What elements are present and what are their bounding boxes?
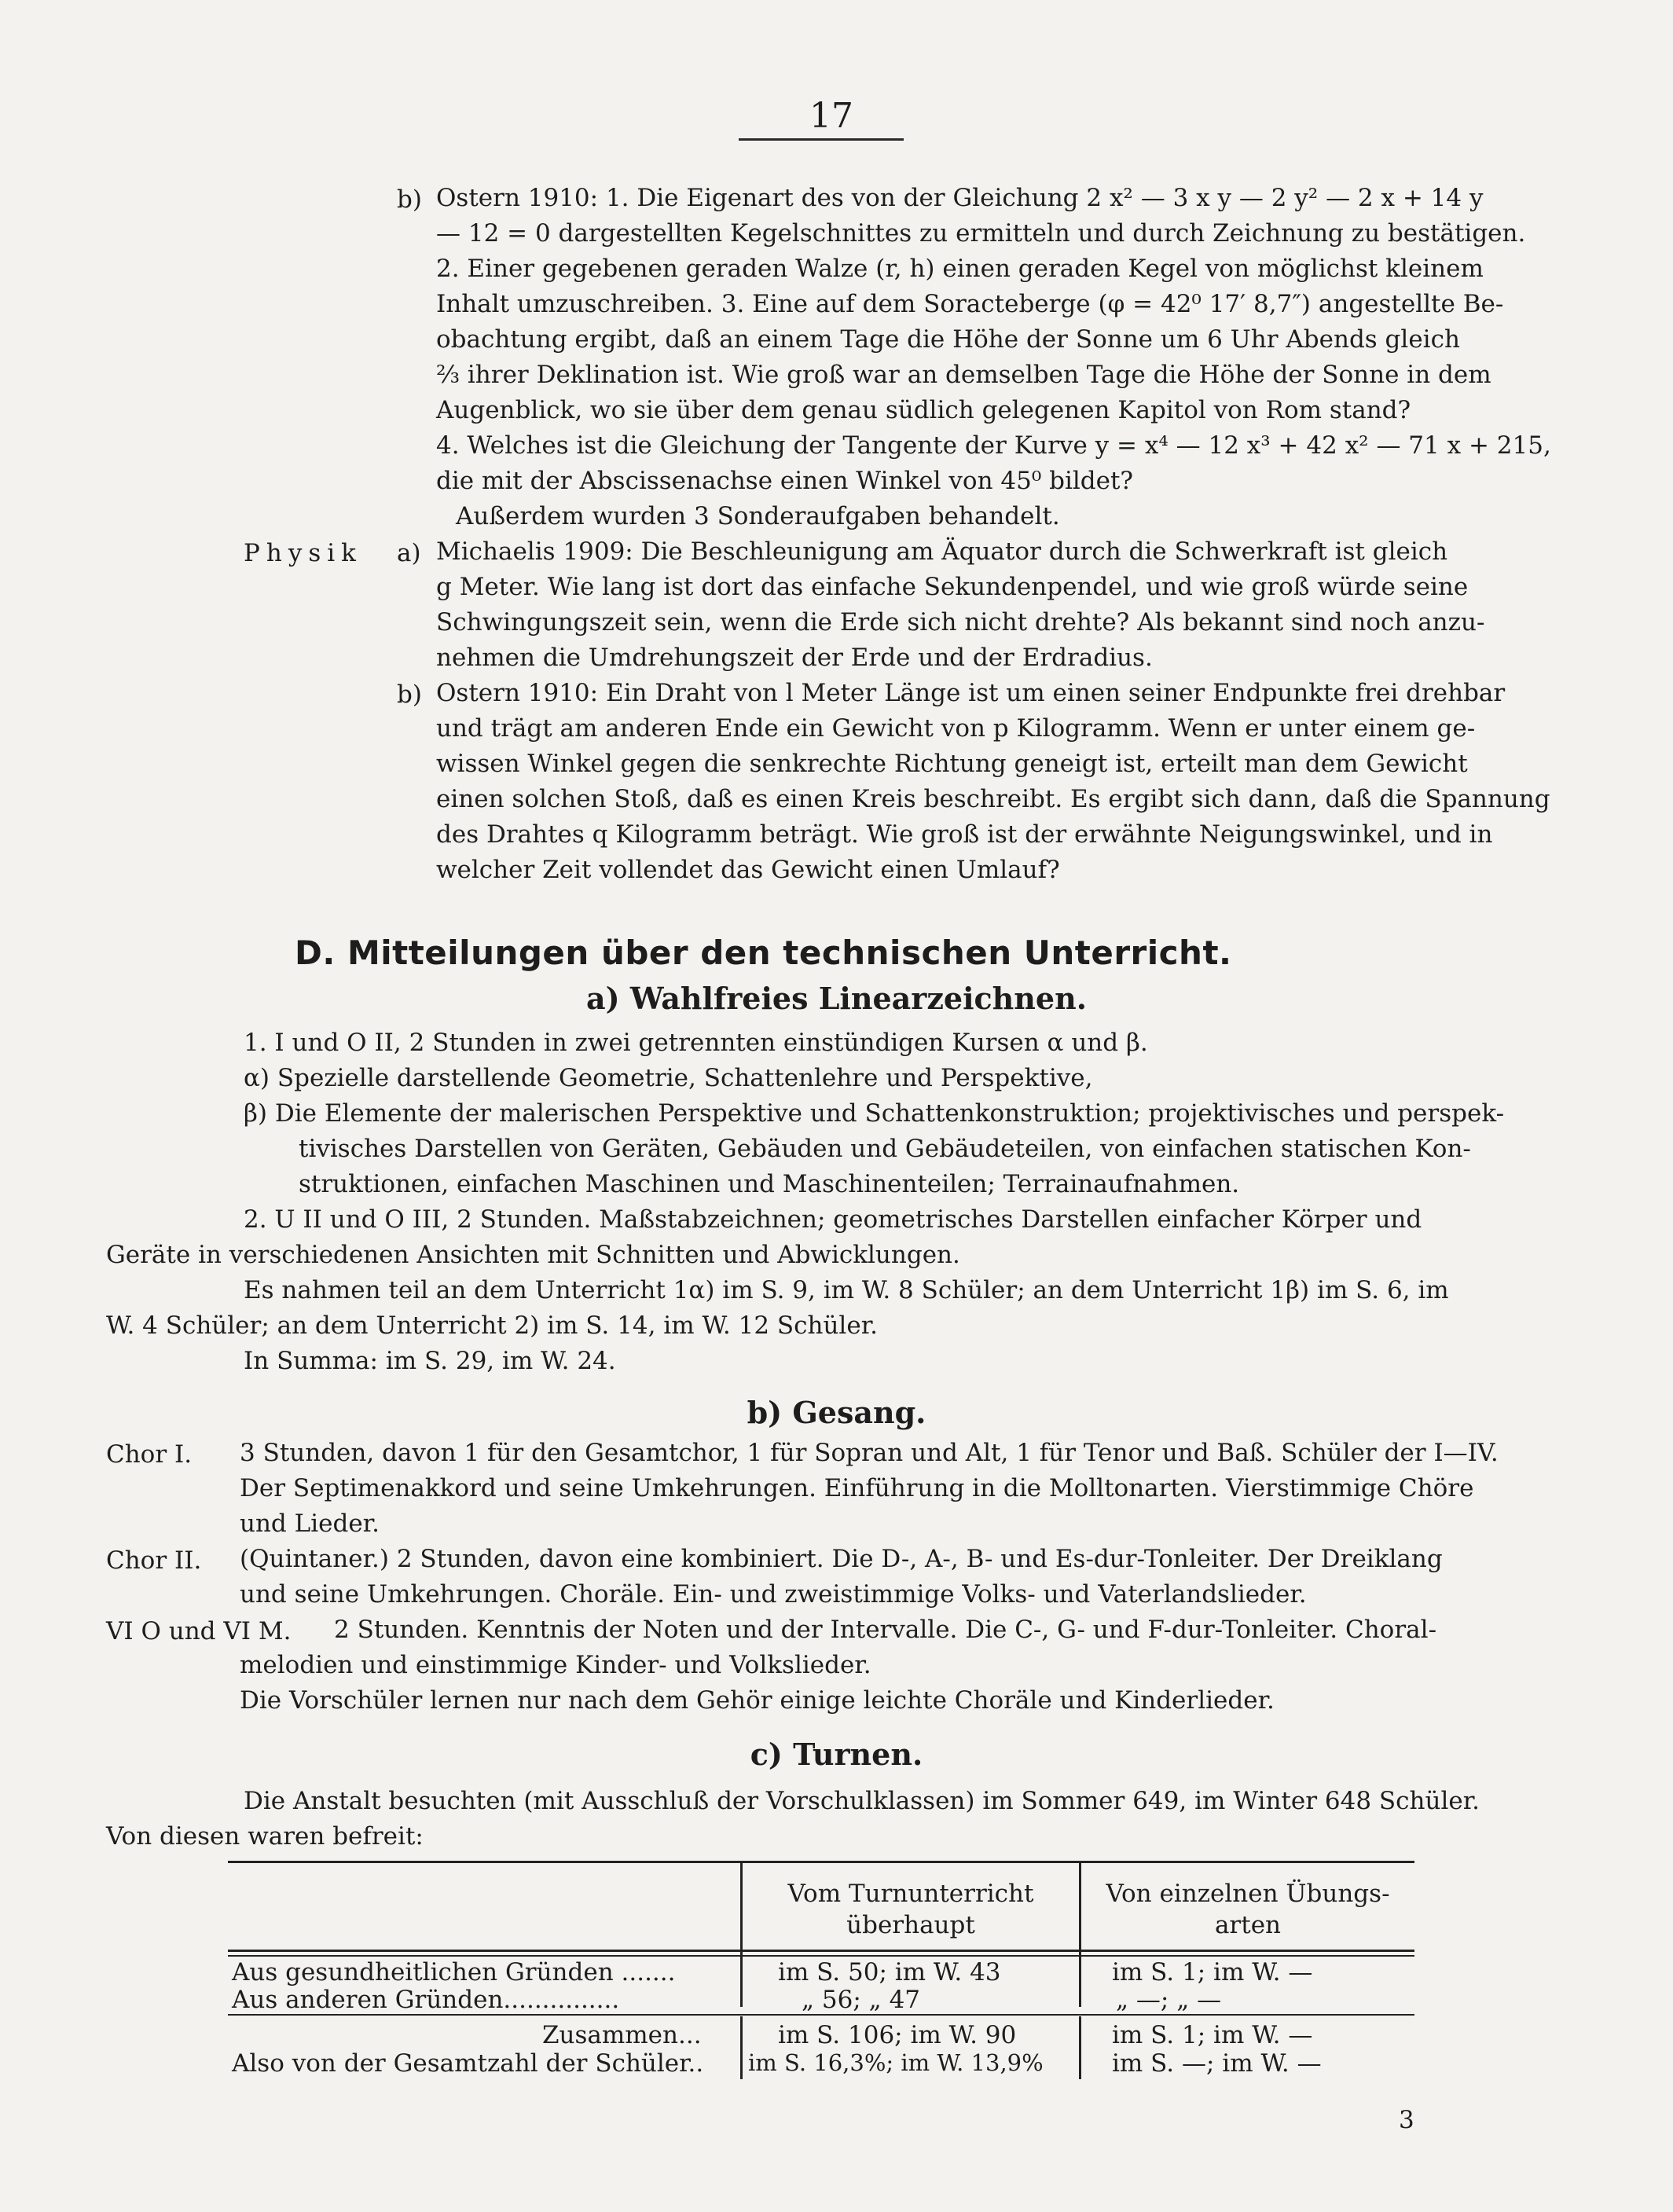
linear-heading: a) Wahlfreies Linearzeichnen. — [586, 981, 1087, 1016]
chor1-line-3: und Lieder. — [240, 1510, 380, 1538]
table-head-rule — [228, 1950, 1414, 1952]
linear-summa: In Summa: im S. 29, im W. 24. — [244, 1347, 616, 1375]
col1-head-1: Vom Turnunterricht — [787, 1880, 1034, 1908]
linear-line-1: 1. I und O II, 2 Stunden in zwei getrennten einstündigen Kursen α und β. — [244, 1029, 1148, 1057]
row-1-label: Aus gesundheitlichen Gründen ....... — [232, 1958, 676, 1986]
vi-line-2: melodien und einstimmige Kinder- und Volkslieder. — [240, 1651, 871, 1679]
row-2-c2: „ —; „ — — [1116, 1986, 1222, 2014]
math-b-line-7: Augenblick, wo sie über dem genau südlich gelegenen Kapitol von Rom stand? — [436, 396, 1411, 424]
row-3-c2: im S. 1; im W. — — [1112, 2021, 1313, 2049]
chor2-line-1: (Quintaner.) 2 Stunden, davon eine kombiniert. Die D-, A-, B- und Es-dur-Tonleiter. Der Dreiklang — [240, 1545, 1443, 1573]
math-b-line-2: — 12 = 0 dargestellten Kegelschnittes zu ermitteln und durch Zeichnung zu bestätigen. — [436, 219, 1526, 248]
physik-label: Physik — [244, 539, 362, 567]
col2-head-2: arten — [1214, 1911, 1282, 1939]
math-b-line-9: die mit der Abscissenachse einen Winkel von 45⁰ bildet? — [436, 467, 1134, 495]
linear-alpha: α) Spezielle darstellende Geometrie, Schattenlehre und Perspektive, — [244, 1064, 1093, 1092]
table-vline-2c — [1079, 2016, 1081, 2079]
row-4-c2: im S. —; im W. — — [1112, 2049, 1322, 2078]
row-3-c1: im S. 106; im W. 90 — [778, 2021, 1017, 2049]
row-2-c1: „ 56; „ 47 — [802, 1986, 921, 2014]
linear-participation-1: Es nahmen teil an dem Unterricht 1α) im S. 9, im W. 8 Schüler; an dem Unterricht 1β) im S. 6, im — [244, 1276, 1449, 1304]
row-3-label: Zusammen... — [542, 2021, 702, 2049]
chor2-label: Chor II. — [106, 1546, 202, 1575]
table-sum-rule — [228, 2014, 1414, 2016]
row-1-c1: im S. 50; im W. 43 — [778, 1958, 1001, 1986]
turnen-intro-2: Von diesen waren befreit: — [106, 1822, 424, 1851]
row-4-label: Also von der Gesamtzahl der Schüler.. — [232, 2049, 704, 2078]
math-b-line-3: 2. Einer gegebenen geraden Walze (r, h) einen geraden Kegel von möglichst kleinem — [436, 255, 1484, 283]
col2-head-1: Von einzelnen Übungs- — [1106, 1880, 1390, 1908]
linear-beta-1: β) Die Elemente der malerischen Perspektive und Schattenkonstruktion; projektivisches und perspek- — [244, 1099, 1505, 1128]
table-top-rule — [228, 1861, 1414, 1863]
physik-b-line-4: einen solchen Stoß, daß es einen Kreis beschreibt. Es ergibt sich dann, daß die Spannung — [436, 785, 1550, 813]
row-4-c1: im S. 16,3%; im W. 13,9% — [748, 2049, 1044, 2076]
table-vline-2b — [1079, 1957, 1081, 2007]
math-b-line-8: 4. Welches ist die Gleichung der Tangente der Kurve y = x⁴ — 12 x³ + 42 x² — 71 x + 215, — [436, 431, 1551, 460]
col1-head-2: überhaupt — [846, 1911, 975, 1939]
turnen-intro-1: Die Anstalt besuchten (mit Ausschluß der Vorschulklassen) im Sommer 649, im Winter 648 Schüler. — [244, 1787, 1480, 1815]
vi-label: VI O und VI M. — [106, 1617, 292, 1645]
chor1-label: Chor I. — [106, 1440, 193, 1469]
physik-a-line-3: Schwingungszeit sein, wenn die Erde sich nicht drehte? Als bekannt sind noch anzu- — [436, 608, 1485, 636]
turnen-heading: c) Turnen. — [750, 1737, 923, 1772]
physik-a-line-1: Michaelis 1909: Die Beschleunigung am Äquator durch die Schwerkraft ist gleich — [436, 537, 1448, 566]
math-extra: Außerdem wurden 3 Sonderaufgaben behandelt. — [456, 502, 1060, 530]
page-number: 17 — [809, 96, 853, 136]
linear-participation-2: W. 4 Schüler; an dem Unterricht 2) im S. 14, im W. 12 Schüler. — [106, 1311, 878, 1340]
physik-a-line-2: g Meter. Wie lang ist dort das einfache Sekundenpendel, und wie groß würde seine — [436, 573, 1469, 601]
math-b-line-4: Inhalt umzuschreiben. 3. Eine auf dem Soracteberge (φ = 42⁰ 17′ 8,7″) angestellte Be- — [436, 290, 1504, 318]
vorschule-line: Die Vorschüler lernen nur nach dem Gehör einige leichte Choräle und Kinderlieder. — [240, 1686, 1275, 1715]
physik-b-line-1: Ostern 1910: Ein Draht von l Meter Länge ist um einen seiner Endpunkte frei drehbar — [436, 679, 1506, 707]
chor1-line-2: Der Septimenakkord und seine Umkehrungen. Einführung in die Molltonarten. Vierstimmige Chöre — [240, 1474, 1474, 1502]
physik-b-line-6: welcher Zeit vollendet das Gewicht einen Umlauf? — [436, 856, 1060, 884]
math-b-line-6: ²⁄₃ ihrer Deklination ist. Wie groß war an demselben Tage die Höhe der Sonne in dem — [436, 361, 1491, 389]
table-vline-1b — [740, 1957, 743, 2007]
footer-sheet-number: 3 — [1399, 2106, 1414, 2134]
physik-a-label: a) — [397, 539, 421, 567]
linear-beta-3: struktionen, einfachen Maschinen und Maschinenteilen; Terrainaufnahmen. — [299, 1170, 1240, 1198]
math-b-label: b) — [397, 185, 422, 214]
physik-b-line-3: wissen Winkel gegen die senkrechte Richtung geneigt ist, erteilt man dem Gewicht — [436, 750, 1468, 778]
section-d-title: D. Mitteilungen über den technischen Unterricht. — [295, 934, 1232, 972]
row-2-label: Aus anderen Gründen............... — [232, 1986, 620, 2014]
math-b-line-1: Ostern 1910: 1. Die Eigenart des von der Gleichung 2 x² — 3 x y — 2 y² — 2 x + 14 y — [436, 184, 1484, 212]
physik-b-label: b) — [397, 680, 422, 709]
chor1-line-1: 3 Stunden, davon 1 für den Gesamtchor, 1 für Sopran und Alt, 1 für Tenor und Baß. Schüler der I—IV. — [240, 1439, 1499, 1467]
table-vline-1c — [740, 2016, 743, 2079]
linear-beta-2: tivisches Darstellen von Geräten, Gebäuden und Gebäudeteilen, von einfachen statischen Kon- — [299, 1135, 1471, 1163]
physik-a-line-4: nehmen die Umdrehungszeit der Erde und der Erdradius. — [436, 644, 1153, 672]
linear-line-2b: Geräte in verschiedenen Ansichten mit Schnitten und Abwicklungen. — [106, 1241, 960, 1269]
math-b-line-5: obachtung ergibt, daß an einem Tage die Höhe der Sonne um 6 Uhr Abends gleich — [436, 325, 1460, 354]
physik-b-line-2: und trägt am anderen Ende ein Gewicht von p Kilogramm. Wenn er unter einem ge- — [436, 714, 1476, 743]
gesang-heading: b) Gesang. — [747, 1395, 926, 1430]
linear-line-2: 2. U II und O III, 2 Stunden. Maßstabzeichnen; geometrisches Darstellen einfacher Körper und — [244, 1205, 1422, 1234]
row-1-c2: im S. 1; im W. — — [1112, 1958, 1313, 1986]
page-number-rule — [739, 138, 904, 141]
physik-b-line-5: des Drahtes q Kilogramm beträgt. Wie groß ist der erwähnte Neigungswinkel, und in — [436, 820, 1493, 849]
vi-line-1: 2 Stunden. Kenntnis der Noten und der Intervalle. Die C-, G- und F-dur-Tonleiter. Choral- — [334, 1616, 1437, 1644]
chor2-line-2: und seine Umkehrungen. Choräle. Ein- und zweistimmige Volks- und Vaterlandslieder. — [240, 1580, 1307, 1609]
table-head-rule-2 — [228, 1955, 1414, 1957]
